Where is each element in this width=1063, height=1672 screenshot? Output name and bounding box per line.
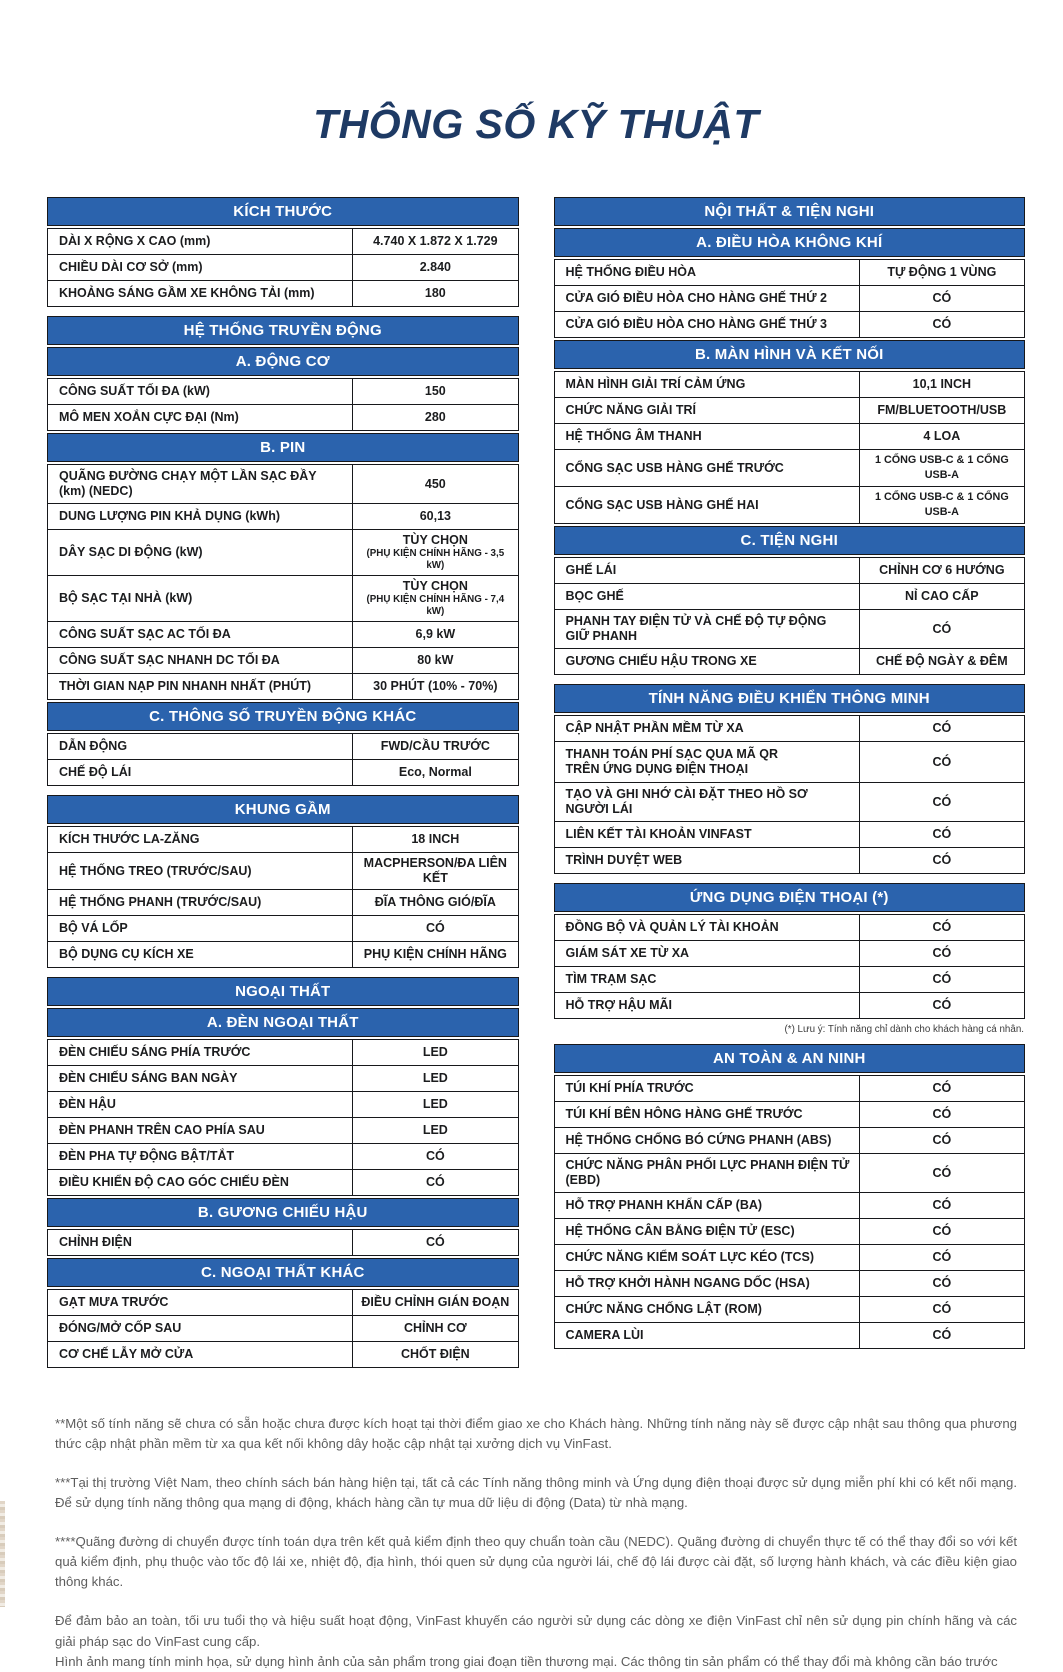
table-row — [555, 285, 1025, 311]
spec-label: CHIỀU DÀI CƠ SỞ (mm) — [48, 255, 353, 280]
spec-label: GHẾ LÁI — [555, 558, 860, 583]
table-row — [48, 1091, 518, 1117]
spec-value: CÓ — [932, 794, 952, 809]
spec-label: QUÃNG ĐƯỜNG CHẠY MỘT LẦN SẠC ĐẦY (km) (NEDC) — [48, 465, 353, 503]
spec-label: CỬA GIÓ ĐIỀU HÒA CHO HÀNG GHẾ THỨ 3 — [555, 312, 860, 337]
spec-value: CÓ — [932, 998, 952, 1012]
spec-table-drivetrain — [47, 316, 519, 786]
spec-value: CHỐT ĐIỆN — [400, 1347, 470, 1361]
table-row — [555, 1127, 1025, 1153]
spec-label: LIÊN KẾT TÀI KHOẢN VINFAST — [555, 822, 860, 847]
spec-label: DẪN ĐỘNG — [48, 734, 353, 759]
spec-label: CHỈNH ĐIỆN — [48, 1230, 353, 1255]
spec-label: CÔNG SUẤT TỐI ĐA (kW) — [48, 379, 353, 404]
spec-label: DUNG LƯỢNG PIN KHẢ DỤNG (kWh) — [48, 504, 353, 529]
spec-value: 60,13 — [419, 509, 451, 523]
table-row — [48, 229, 518, 254]
spec-value: FWD/CẦU TRƯỚC — [380, 739, 490, 753]
table-body — [47, 1229, 519, 1256]
table-body — [554, 259, 1026, 338]
table-row — [555, 1153, 1025, 1192]
table-subheader: B. GƯƠNG CHIẾU HẬU — [47, 1198, 519, 1227]
spec-value: 150 — [424, 384, 446, 398]
table-row — [48, 465, 518, 503]
spec-value: 6,9 kW — [415, 627, 456, 641]
spec-label: GIÁM SÁT XE TỪ XA — [555, 941, 860, 966]
spec-value: LED — [422, 1071, 448, 1085]
spec-label: THANH TOÁN PHÍ SẠC QUA MÃ QR TRÊN ỨNG DỤNG ĐIỆN THOẠI — [555, 742, 860, 782]
spec-label: CỔNG SẠC USB HÀNG GHẾ HAI — [555, 487, 860, 523]
spec-value: 4.740 X 1.872 X 1.729 — [373, 234, 498, 248]
table-row — [48, 1315, 518, 1341]
table-subheader: C. NGOẠI THẤT KHÁC — [47, 1258, 519, 1287]
table-body — [554, 1075, 1026, 1349]
spec-columns — [47, 197, 1025, 1377]
spec-value: CÓ — [932, 946, 952, 960]
table-row — [555, 1076, 1025, 1101]
spec-value: LED — [422, 1097, 448, 1111]
table-subheader: A. ĐIỀU HÒA KHÔNG KHÍ — [554, 228, 1026, 257]
table-row — [555, 648, 1025, 674]
table-body — [47, 464, 519, 700]
spec-value: CÓ — [932, 1107, 952, 1121]
table-row — [555, 821, 1025, 847]
table-header: KHUNG GẦM — [47, 795, 519, 824]
table-header: TÍNH NĂNG ĐIỀU KHIỂN THÔNG MINH — [554, 684, 1026, 713]
table-row — [48, 759, 518, 785]
spec-value: Eco, Normal — [398, 765, 472, 779]
spec-value: CÓ — [932, 1276, 952, 1290]
table-row — [555, 486, 1025, 523]
table-subheader: B. PIN — [47, 433, 519, 462]
spec-value: 180 — [424, 286, 446, 300]
table-row — [48, 889, 518, 915]
spec-value-main: TÙY CHỌN — [402, 533, 468, 547]
table-row — [48, 915, 518, 941]
table-body — [554, 371, 1026, 524]
spec-label: CÔNG SUẤT SẠC NHANH DC TỐI ĐA — [48, 648, 353, 673]
column-left — [47, 197, 519, 1377]
table-subheader: A. ĐÈN NGOẠI THẤT — [47, 1008, 519, 1037]
table-row — [555, 741, 1025, 782]
spec-label: HỖ TRỢ HẬU MÃI — [555, 993, 860, 1018]
spec-label: BỌC GHẾ — [555, 584, 860, 609]
spec-label: ĐÈN PHANH TRÊN CAO PHÍA SAU — [48, 1118, 353, 1143]
table-row — [555, 609, 1025, 648]
table-subheader: B. MÀN HÌNH VÀ KẾT NỐI — [554, 340, 1026, 369]
table-row — [48, 1117, 518, 1143]
spec-label: ĐỒNG BỘ VÀ QUẢN LÝ TÀI KHOẢN — [555, 915, 860, 940]
table-body — [554, 557, 1026, 675]
table-row — [48, 1341, 518, 1367]
table-row — [555, 1270, 1025, 1296]
spec-label: HỆ THỐNG ÂM THANH — [555, 424, 860, 449]
spec-value: CÓ — [932, 920, 952, 934]
spec-value: 80 kW — [417, 653, 454, 667]
spec-label: HỖ TRỢ KHỞI HÀNH NGANG DỐC (HSA) — [555, 1271, 860, 1296]
spec-value: TỰ ĐỘNG 1 VÙNG — [887, 265, 997, 279]
table-row — [48, 254, 518, 280]
spec-value-sub: (PHỤ KIỆN CHÍNH HÃNG - 3,5 kW) — [366, 548, 505, 571]
table-body — [47, 1289, 519, 1368]
spec-label: ĐIỀU KHIỂN ĐỘ CAO GÓC CHIẾU ĐÈN — [48, 1170, 353, 1195]
table-row — [555, 1101, 1025, 1127]
spec-value: CÓ — [932, 621, 952, 636]
spec-label: KHOẢNG SÁNG GẦM XE KHÔNG TẢI (mm) — [48, 281, 353, 306]
spec-value: CÓ — [932, 1198, 952, 1212]
spec-label: CHỨC NĂNG KIỂM SOÁT LỰC KÉO (TCS) — [555, 1245, 860, 1270]
spec-label: CÔNG SUẤT SẠC AC TỐI ĐA — [48, 622, 353, 647]
table-body — [47, 826, 519, 968]
table-body — [47, 1039, 519, 1196]
spec-label: KÍCH THƯỚC LA-ZĂNG — [48, 827, 353, 852]
spec-value — [353, 576, 517, 621]
table-row — [555, 940, 1025, 966]
table-row — [48, 941, 518, 967]
spec-label: TẠO VÀ GHI NHỚ CÀI ĐẶT THEO HỒ SƠ NGƯỜI LÁI — [555, 783, 860, 821]
spec-value: ĐIỀU CHỈNH GIÁN ĐOẠN — [361, 1295, 510, 1309]
table-row — [48, 647, 518, 673]
spec-value: 1 CỔNG USB-C & 1 CỔNG USB-A — [874, 454, 1009, 481]
spec-value: CHỈNH CƠ 6 HƯỚNG — [879, 563, 1005, 577]
spec-value: CÓ — [932, 853, 952, 867]
spec-value: CÓ — [932, 1133, 952, 1147]
table-row — [48, 1290, 518, 1315]
table-row — [555, 583, 1025, 609]
spec-label: GẠT MƯA TRƯỚC — [48, 1290, 353, 1315]
spec-value: CÓ — [932, 721, 952, 735]
spec-value: CHẾ ĐỘ NGÀY & ĐÊM — [875, 654, 1008, 668]
table-row — [48, 1169, 518, 1195]
footnote: Để đảm bảo an toàn, tối ưu tuổi thọ và hiệu suất hoạt động, VinFast khuyến cáo người sử dụng các dòng xe điện VinFast chỉ nên sử dụng pin chính hãng và các giải pháp sạc do VinFast cung cấp. — [55, 1613, 1017, 1649]
spec-sheet-page — [0, 101, 1063, 1669]
table-row — [555, 449, 1025, 486]
table-row — [555, 992, 1025, 1018]
table-body — [554, 715, 1026, 874]
spec-value-sub: (PHỤ KIỆN CHÍNH HÃNG - 7,4 kW) — [366, 594, 505, 617]
footnote: **Một số tính năng sẽ chưa có sẵn hoặc chưa được kích hoạt tại thời điểm giao xe cho Khách hàng. Những tính năng này sẽ được cập nhật sau thông qua phương thức cập nhật phần mềm từ xa qua kết nối không dây hoặc cập nhật tại xưởng dịch vụ VinFast. — [55, 1416, 1017, 1452]
spec-value: 30 PHÚT (10% - 70%) — [373, 679, 498, 693]
spec-label: CỔNG SẠC USB HÀNG GHẾ TRƯỚC — [555, 450, 860, 486]
table-subheader: C. TIỆN NGHI — [554, 526, 1026, 555]
footnote: ****Quãng đường di chuyển được tính toán dựa trên kết quả kiểm định theo quy chuẩn toàn cầu (NEDC). Quãng đường di chuyển thực tế có thể thay đổi so với kết quả kiểm định, phụ thuộc vào tốc độ lái xe, nhiệt độ, địa hình, thói quen sử dụng của người lái, chế độ lái được cài đặt, số lượng hành khách, và các điều kiện giao thông khác. — [55, 1534, 1017, 1590]
footnotes — [47, 1414, 1025, 1672]
table-row — [555, 847, 1025, 873]
spec-value: CHỈNH CƠ — [403, 1321, 467, 1335]
spec-label: TRÌNH DUYỆT WEB — [555, 848, 860, 873]
table-row — [555, 915, 1025, 940]
table-row — [48, 1065, 518, 1091]
table-row — [48, 1040, 518, 1065]
table-row — [555, 716, 1025, 741]
spec-value: CÓ — [425, 1149, 445, 1163]
spec-value: 10,1 INCH — [912, 377, 971, 391]
spec-label: HỆ THỐNG CÂN BẰNG ĐIỆN TỬ (ESC) — [555, 1219, 860, 1244]
spec-label: HỖ TRỢ PHANH KHẨN CẤP (BA) — [555, 1193, 860, 1218]
table-row — [48, 734, 518, 759]
table-row — [48, 280, 518, 306]
spec-value: 1 CỔNG USB-C & 1 CỔNG USB-A — [874, 491, 1009, 518]
table-row — [48, 621, 518, 647]
spec-label: MÀN HÌNH GIẢI TRÍ CẢM ỨNG — [555, 372, 860, 397]
table-row — [555, 1218, 1025, 1244]
spec-label: PHANH TAY ĐIỆN TỬ VÀ CHẾ ĐỘ TỰ ĐỘNG GIỮ PHANH — [555, 610, 860, 648]
spec-value: CÓ — [425, 1235, 445, 1249]
table-row — [555, 423, 1025, 449]
spec-value: PHỤ KIỆN CHÍNH HÃNG — [363, 947, 507, 961]
spec-table-exterior — [47, 977, 519, 1368]
spec-value: CÓ — [932, 317, 952, 331]
table-row — [48, 852, 518, 889]
table-row — [555, 1322, 1025, 1348]
column-right — [554, 197, 1026, 1358]
spec-label: BỘ SẠC TẠI NHÀ (kW) — [48, 576, 353, 621]
spec-label: TÚI KHÍ PHÍA TRƯỚC — [555, 1076, 860, 1101]
spec-label: CỬA GIÓ ĐIỀU HÒA CHO HÀNG GHẾ THỨ 2 — [555, 286, 860, 311]
spec-label: ĐÓNG/MỞ CỐP SAU — [48, 1316, 353, 1341]
table-row — [555, 397, 1025, 423]
table-body — [47, 378, 519, 431]
spec-label: HỆ THỐNG TREO (TRƯỚC/SAU) — [48, 853, 353, 889]
spec-label: CHỨC NĂNG CHỐNG LẬT (ROM) — [555, 1297, 860, 1322]
footnote: ***Tại thị trường Việt Nam, theo chính sách bán hàng hiện tại, tất cả các Tính năng thông minh và Ứng dụng điện thoại được sử dụng miễn phí khi có kết nối mạng. Để sử dụng tính năng thông qua mạng di động, khách hàng cần tự mua dữ liệu di động (Data) từ nhà mạng. — [55, 1475, 1017, 1511]
spec-value-main: TÙY CHỌN — [402, 579, 468, 593]
table-row — [48, 404, 518, 430]
table-note: (*) Lưu ý: Tính năng chỉ dành cho khách hàng cá nhân. — [784, 1024, 1024, 1035]
table-body — [554, 914, 1026, 1019]
spec-table-dimensions — [47, 197, 519, 307]
table-subheader: A. ĐỘNG CƠ — [47, 347, 519, 376]
spec-label: HỆ THỐNG CHỐNG BÓ CỨNG PHANH (ABS) — [555, 1128, 860, 1153]
spec-label: ĐÈN PHA TỰ ĐỘNG BẬT/TẮT — [48, 1144, 353, 1169]
spec-label: CHỨC NĂNG PHÂN PHỐI LỰC PHANH ĐIỆN TỬ (EBD) — [555, 1154, 860, 1192]
spec-label: BỘ DỤNG CỤ KÍCH XE — [48, 942, 353, 967]
table-row — [555, 558, 1025, 583]
spec-label: HỆ THỐNG ĐIỀU HÒA — [555, 260, 860, 285]
spec-value: 450 — [424, 476, 446, 491]
spec-label: CHẾ ĐỘ LÁI — [48, 760, 353, 785]
spec-value: CÓ — [932, 754, 952, 769]
table-row — [555, 1296, 1025, 1322]
spec-value: LED — [422, 1045, 448, 1059]
spec-label: ĐÈN CHIẾU SÁNG PHÍA TRƯỚC — [48, 1040, 353, 1065]
table-row — [555, 260, 1025, 285]
table-row — [48, 1143, 518, 1169]
spec-table-smart-features — [554, 684, 1026, 874]
spec-label: MÔ MEN XOẮN CỰC ĐẠI (Nm) — [48, 405, 353, 430]
spec-value: CÓ — [425, 921, 445, 935]
spec-value: CÓ — [932, 1224, 952, 1238]
spec-label: THỜI GIAN NẠP PIN NHANH NHẤT (PHÚT) — [48, 674, 353, 699]
footnote: Hình ảnh mang tính minh họa, sử dụng hình ảnh của sản phẩm trong giai đoạn tiền thương mại. Các thông tin sản phẩm có thể thay đổi mà không cần báo trước — [55, 1653, 998, 1669]
spec-value: CÓ — [932, 1328, 952, 1342]
spec-label: TÚI KHÍ BÊN HÔNG HÀNG GHẾ TRƯỚC — [555, 1102, 860, 1127]
spec-value: 4 LOA — [923, 429, 961, 443]
table-row — [48, 1230, 518, 1255]
spec-label: CAMERA LÙI — [555, 1323, 860, 1348]
table-body — [47, 228, 519, 307]
table-row — [48, 379, 518, 404]
spec-label: DÂY SẠC DI ĐỘNG (kW) — [48, 530, 353, 575]
spec-table-phone-app — [554, 883, 1026, 1035]
table-header: HỆ THỐNG TRUYỀN ĐỘNG — [47, 316, 519, 345]
spec-value: 280 — [424, 410, 446, 424]
spec-label: TÌM TRẠM SẠC — [555, 967, 860, 992]
spec-label: CƠ CHẾ LẪY MỞ CỬA — [48, 1342, 353, 1367]
spec-value — [353, 530, 517, 575]
spec-label: ĐÈN CHIẾU SÁNG BAN NGÀY — [48, 1066, 353, 1091]
spec-label: DÀI X RỘNG X CAO (mm) — [48, 229, 353, 254]
table-header: AN TOÀN & AN NINH — [554, 1044, 1026, 1073]
table-row — [555, 1244, 1025, 1270]
spec-value: NỈ CAO CẤP — [905, 589, 979, 603]
table-row — [48, 503, 518, 529]
table-row — [555, 782, 1025, 821]
table-row — [555, 966, 1025, 992]
table-row — [555, 311, 1025, 337]
table-body — [47, 733, 519, 786]
spec-label: GƯƠNG CHIẾU HẬU TRONG XE — [555, 649, 860, 674]
spec-value: FM/BLUETOOTH/USB — [877, 403, 1007, 417]
spec-value: CÓ — [932, 827, 952, 841]
table-header: NỘI THẤT & TIỆN NGHI — [554, 197, 1026, 226]
spec-value: MACPHERSON/ĐA LIÊN KẾT — [363, 856, 507, 885]
spec-value: CÓ — [932, 1081, 952, 1095]
spec-value: CÓ — [932, 1302, 952, 1316]
table-row — [555, 1192, 1025, 1218]
table-header: NGOẠI THẤT — [47, 977, 519, 1006]
spec-table-safety — [554, 1044, 1026, 1349]
spec-label: HỆ THỐNG PHANH (TRƯỚC/SAU) — [48, 890, 353, 915]
spec-label: BỘ VÁ LỐP — [48, 916, 353, 941]
spec-value: 2.840 — [419, 260, 451, 274]
spec-value: LED — [422, 1123, 448, 1137]
spec-table-chassis — [47, 795, 519, 968]
table-row — [48, 673, 518, 699]
table-subheader: C. THÔNG SỐ TRUYỀN ĐỘNG KHÁC — [47, 702, 519, 731]
spec-value: CÓ — [932, 1165, 952, 1180]
table-header: ỨNG DỤNG ĐIỆN THOẠI (*) — [554, 883, 1026, 912]
spec-label: CẬP NHẬT PHẦN MỀM TỪ XA — [555, 716, 860, 741]
table-header: KÍCH THƯỚC — [47, 197, 519, 226]
spec-value: CÓ — [932, 291, 952, 305]
spec-label: CHỨC NĂNG GIẢI TRÍ — [555, 398, 860, 423]
spec-table-interior — [554, 197, 1026, 675]
table-row — [48, 529, 518, 575]
table-row — [48, 575, 518, 621]
spec-label: ĐÈN HẬU — [48, 1092, 353, 1117]
page-title: THÔNG SỐ KỸ THUẬT — [313, 101, 759, 147]
spec-value: 18 INCH — [411, 832, 460, 846]
spec-value: CÓ — [932, 1250, 952, 1264]
spec-value: CÓ — [425, 1175, 445, 1189]
table-row — [48, 827, 518, 852]
spec-value: ĐĨA THÔNG GIÓ/ĐĨA — [374, 895, 496, 909]
scan-edge-artifact — [0, 1501, 5, 1607]
spec-value: CÓ — [932, 972, 952, 986]
table-row — [555, 372, 1025, 397]
